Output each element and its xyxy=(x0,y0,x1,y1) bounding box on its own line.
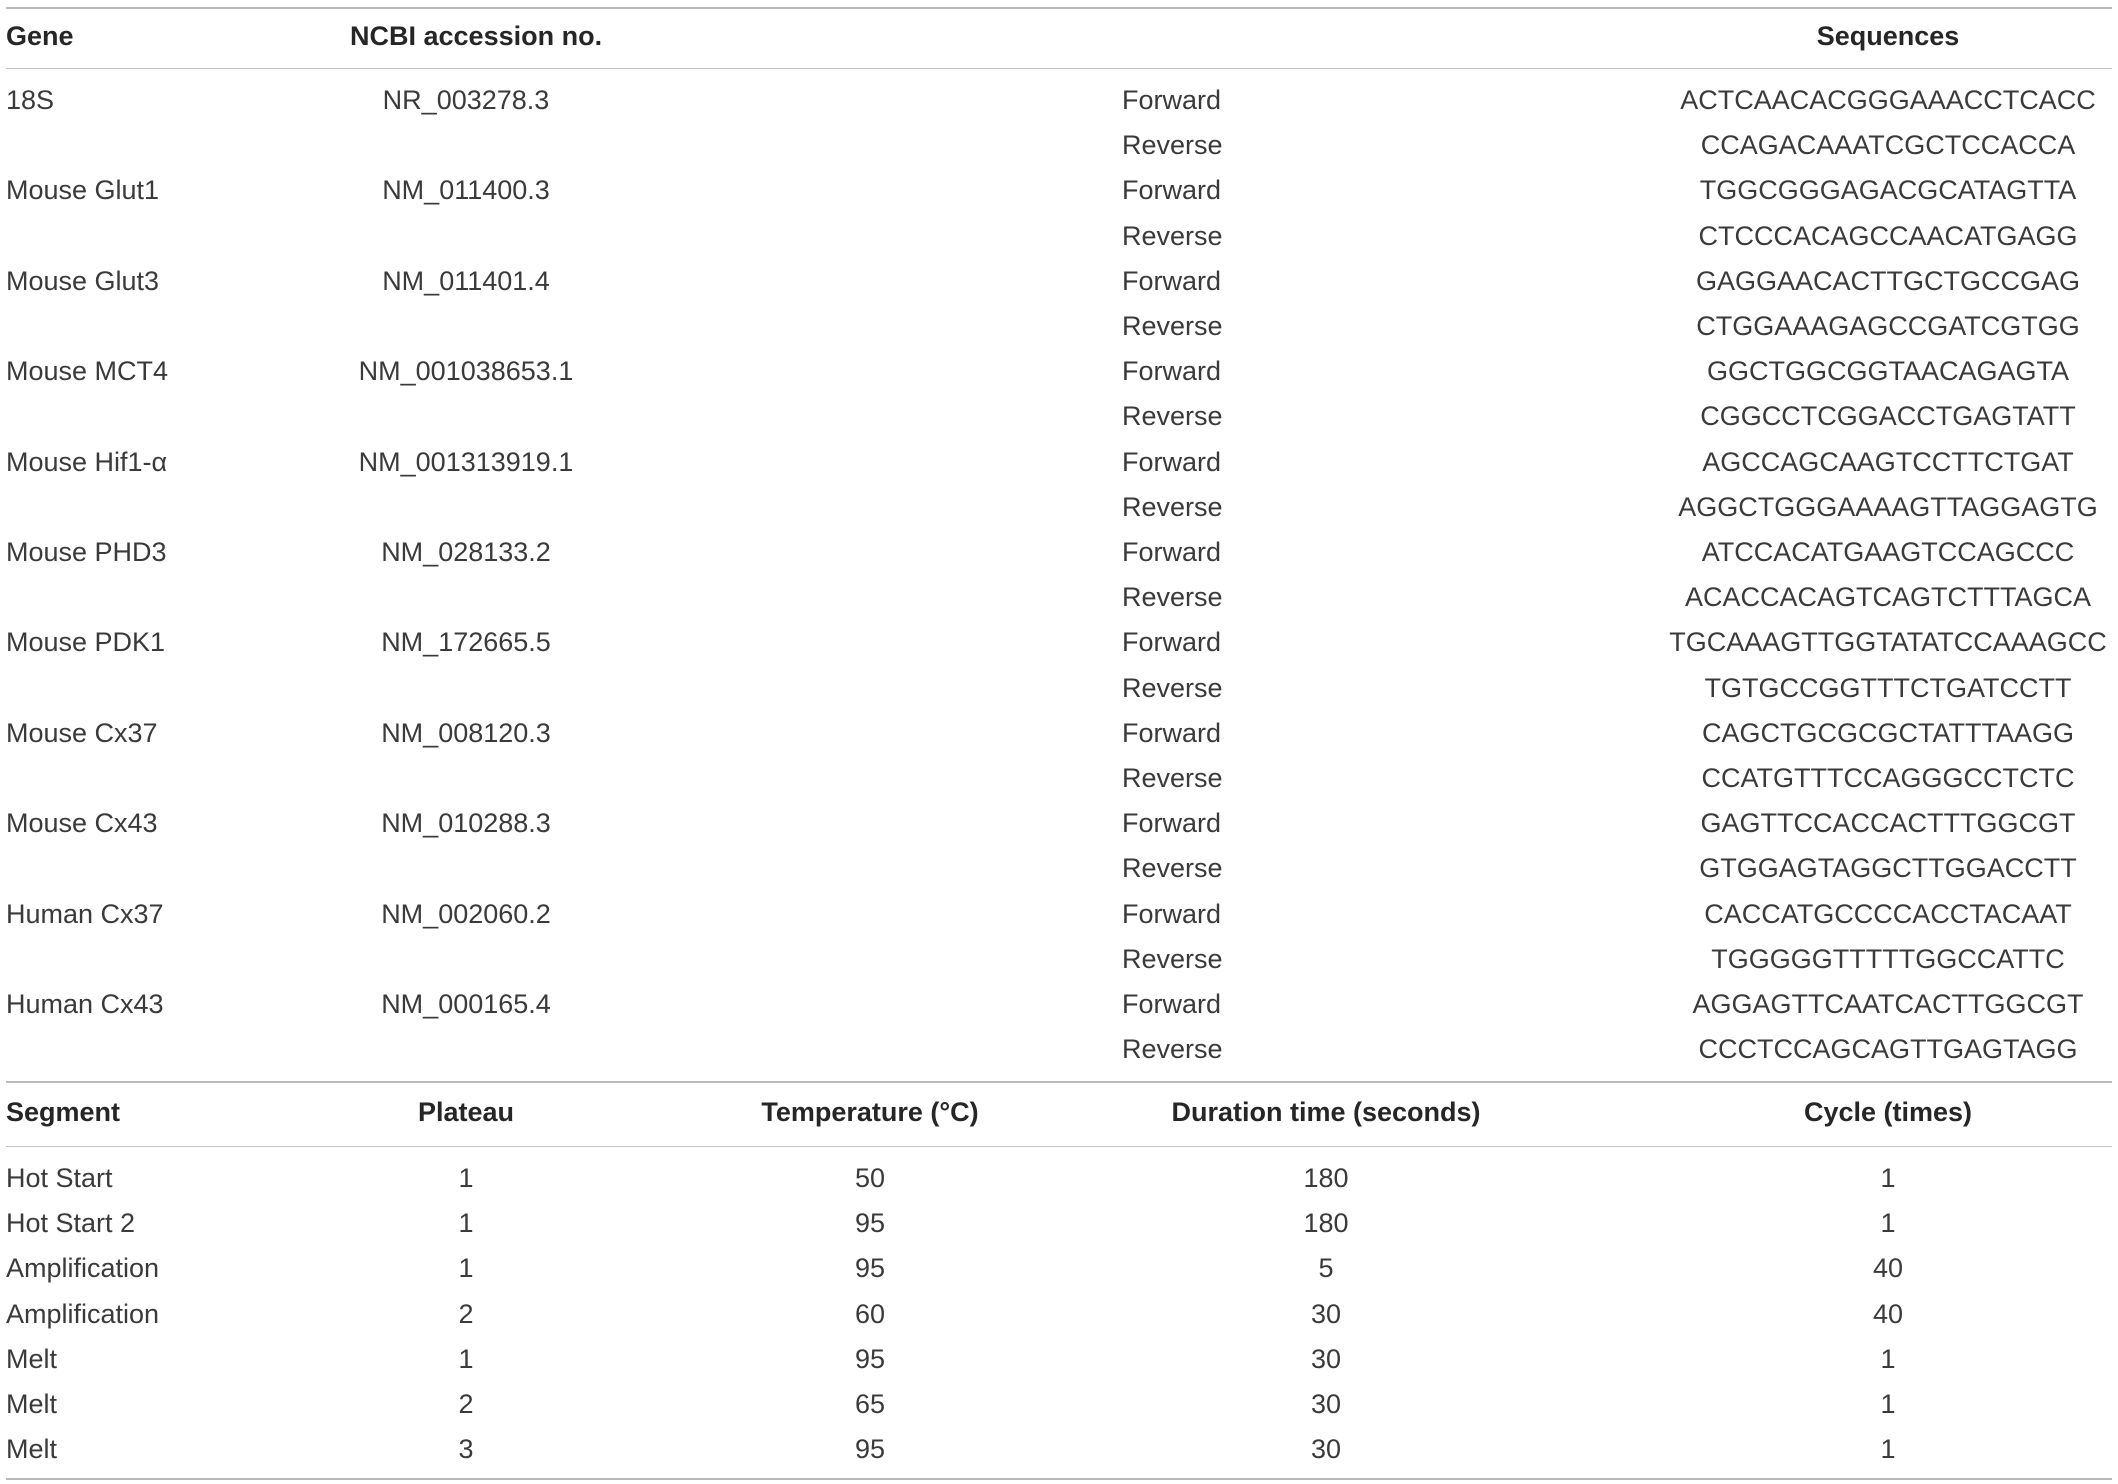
accession-cell: NR_003278.3 xyxy=(382,85,550,115)
table2-bottom-rule xyxy=(6,1478,2112,1480)
direction-cell: Reverse xyxy=(1122,311,1223,341)
gene-cell: Mouse Cx37 xyxy=(6,717,158,748)
direction-cell: Reverse xyxy=(1122,491,1223,522)
sequence-cell: CCATGTTTCCAGGGCCTCTC xyxy=(1701,763,2075,793)
sequence-cell: CCAGACAAATCGCTCCACCA xyxy=(1700,130,2076,161)
accession-cell: NM_001038653.1 xyxy=(358,356,574,387)
direction-cell: Forward xyxy=(1122,898,1222,929)
table-row xyxy=(0,485,2118,530)
sequence-cell: ACACCACAGTCAGTCTTTAGCA xyxy=(1684,582,2092,613)
table-row xyxy=(0,214,2118,259)
segment-cell: Amplification xyxy=(6,1253,160,1284)
accession-cell: NM_001313919.1 xyxy=(358,446,574,477)
sequence-cell: GTGGAGTAGGCTTGGACCTT xyxy=(1699,853,2077,884)
table-row xyxy=(0,440,2118,485)
accession-cell: NM_008120.3 xyxy=(381,717,551,748)
header-accession: NCBI accession no. xyxy=(350,21,603,51)
direction-cell: Reverse xyxy=(1122,220,1223,251)
table-row xyxy=(0,1246,2118,1291)
temperature-cell: 95 xyxy=(854,1253,886,1284)
sequence-cell: GAGGAACACTTGCTGCCGAG xyxy=(1695,265,2081,296)
accession-cell: NM_010288.3 xyxy=(381,808,551,839)
direction-cell: Forward xyxy=(1122,265,1222,296)
gene-cell: 18S xyxy=(6,85,55,115)
table1-top-rule xyxy=(6,7,2112,9)
table-row xyxy=(0,801,2118,846)
direction-cell: Forward xyxy=(1122,808,1222,839)
gene-cell: Mouse PHD3 xyxy=(6,537,167,567)
table-row xyxy=(0,394,2118,439)
accession-cell: NM_028133.2 xyxy=(381,537,551,567)
table-row xyxy=(0,892,2118,937)
gene-cell: Mouse Glut1 xyxy=(6,175,160,206)
table1-header-rule xyxy=(6,68,2112,69)
header-gene: Gene xyxy=(6,21,74,51)
segment-cell: Melt xyxy=(6,1389,58,1419)
plateau-cell: 2 xyxy=(458,1389,474,1419)
sequence-cell: AGCCAGCAAGTCCTTCTGAT xyxy=(1702,446,2074,477)
direction-cell: Forward xyxy=(1122,989,1222,1019)
duration-cell: 5 xyxy=(1318,1253,1334,1284)
gene-cell: Human Cx43 xyxy=(6,989,164,1019)
direction-cell: Reverse xyxy=(1122,582,1223,613)
segment-cell: Melt xyxy=(6,1343,58,1374)
table2-header-rule xyxy=(6,1146,2112,1147)
plateau-cell: 1 xyxy=(458,1343,474,1374)
table-row xyxy=(0,756,2118,801)
gene-cell: Mouse MCT4 xyxy=(6,356,169,387)
sequence-cell: AGGAGTTCAATCACTTGGCGT xyxy=(1692,989,2084,1019)
direction-cell: Reverse xyxy=(1122,943,1223,974)
cycle-cell: 40 xyxy=(1872,1298,1904,1329)
accession-cell: NM_011400.3 xyxy=(382,175,550,206)
table-row xyxy=(0,123,2118,168)
duration-cell: 30 xyxy=(1310,1389,1342,1419)
table-row xyxy=(0,982,2118,1027)
cycle-cell: 1 xyxy=(1880,1163,1896,1193)
sequence-cell: TGGCGGGAGACGCATAGTTA xyxy=(1699,175,2077,206)
direction-cell: Forward xyxy=(1122,356,1222,387)
table-row xyxy=(0,168,2118,213)
table-row xyxy=(0,78,2118,123)
header-segment: Segment xyxy=(6,1097,121,1127)
gene-cell: Mouse PDK1 xyxy=(6,627,166,658)
direction-cell: Reverse xyxy=(1122,672,1223,703)
sequence-cell: CCCTCCAGCAGTTGAGTAGG xyxy=(1698,1034,2078,1065)
table-row xyxy=(0,1292,2118,1337)
temperature-cell: 60 xyxy=(854,1298,886,1329)
sequence-cell: CTGGAAAGAGCCGATCGTGG xyxy=(1696,311,2080,341)
header-cycle: Cycle (times) xyxy=(1803,1097,1973,1127)
sequence-cell: CACCATGCCCCACCTACAAT xyxy=(1704,898,2072,929)
gene-cell: Mouse Glut3 xyxy=(6,265,160,296)
table2-top-rule xyxy=(6,1081,2112,1083)
table-row xyxy=(0,1337,2118,1382)
header-duration: Duration time (seconds) xyxy=(1171,1097,1481,1127)
direction-cell: Reverse xyxy=(1122,853,1223,884)
gene-cell: Mouse Hif1-α xyxy=(6,446,168,477)
sequence-cell: TGTGCCGGTTTCTGATCCTT xyxy=(1704,672,2072,703)
plateau-cell: 3 xyxy=(458,1434,474,1465)
header-plateau: Plateau xyxy=(417,1097,515,1127)
direction-cell: Forward xyxy=(1122,627,1222,658)
temperature-cell: 95 xyxy=(854,1343,886,1374)
accession-cell: NM_172665.5 xyxy=(381,627,551,658)
segment-cell: Amplification xyxy=(6,1298,160,1329)
duration-cell: 180 xyxy=(1303,1208,1349,1239)
plateau-cell: 2 xyxy=(458,1298,474,1329)
table-row xyxy=(0,304,2118,349)
segment-cell: Hot Start 2 xyxy=(6,1208,136,1239)
direction-cell: Reverse xyxy=(1122,763,1223,793)
sequence-cell: ATCCACATGAAGTCCAGCCC xyxy=(1701,537,2075,567)
table-row xyxy=(0,937,2118,982)
cycle-cell: 1 xyxy=(1880,1434,1896,1465)
direction-cell: Forward xyxy=(1122,85,1222,115)
table-row xyxy=(0,1382,2118,1427)
table-row xyxy=(0,259,2118,304)
temperature-cell: 95 xyxy=(854,1208,886,1239)
table2-header-row xyxy=(0,1090,2118,1135)
header-sequences: Sequences xyxy=(1816,21,1960,51)
table-row xyxy=(0,1201,2118,1246)
cycle-cell: 1 xyxy=(1880,1208,1896,1239)
accession-cell: NM_011401.4 xyxy=(382,265,550,296)
sequence-cell: TGGGGGTTTTTGGCCATTC xyxy=(1711,943,2065,974)
table1-header-row xyxy=(0,14,2118,59)
cycle-cell: 40 xyxy=(1872,1253,1904,1284)
direction-cell: Reverse xyxy=(1122,1034,1223,1065)
direction-cell: Forward xyxy=(1122,537,1222,567)
table-row xyxy=(0,620,2118,665)
sequence-cell: ACTCAACACGGGAAACCTCACC xyxy=(1680,85,2096,115)
duration-cell: 30 xyxy=(1310,1298,1342,1329)
duration-cell: 180 xyxy=(1303,1163,1349,1193)
cycle-cell: 1 xyxy=(1880,1389,1896,1419)
sequence-cell: GAGTTCCACCACTTTGGCGT xyxy=(1700,808,2076,839)
sequence-cell: CGGCCTCGGACCTGAGTATT xyxy=(1700,401,2076,432)
table-row xyxy=(0,846,2118,891)
direction-cell: Forward xyxy=(1122,717,1222,748)
plateau-cell: 1 xyxy=(458,1208,474,1239)
table-row xyxy=(0,1427,2118,1472)
table-row xyxy=(0,530,2118,575)
cycle-cell: 1 xyxy=(1880,1343,1896,1374)
sequence-cell: CAGCTGCGCGCTATTTAAGG xyxy=(1702,717,2074,748)
plateau-cell: 1 xyxy=(458,1163,474,1193)
gene-cell: Human Cx37 xyxy=(6,898,164,929)
direction-cell: Reverse xyxy=(1122,130,1223,161)
direction-cell: Reverse xyxy=(1122,401,1223,432)
gene-cell: Mouse Cx43 xyxy=(6,808,158,839)
header-temperature: Temperature (°C) xyxy=(761,1097,979,1127)
duration-cell: 30 xyxy=(1310,1343,1342,1374)
plateau-cell: 1 xyxy=(458,1253,474,1284)
segment-cell: Melt xyxy=(6,1434,58,1465)
sequence-cell: CTCCCACAGCCAACATGAGG xyxy=(1698,220,2078,251)
table-row xyxy=(0,575,2118,620)
sequence-cell: GGCTGGCGGTAACAGAGTA xyxy=(1706,356,2070,387)
accession-cell: NM_002060.2 xyxy=(381,898,551,929)
sequence-cell: TGCAAAGTTGGTATATCCAAAGCC xyxy=(1669,627,2107,658)
sequence-cell: AGGCTGGGAAAAGTTAGGAGTG xyxy=(1678,491,2098,522)
table-row xyxy=(0,666,2118,711)
direction-cell: Forward xyxy=(1122,175,1222,206)
table-row xyxy=(0,1027,2118,1072)
temperature-cell: 95 xyxy=(854,1434,886,1465)
table-row xyxy=(0,711,2118,756)
temperature-cell: 50 xyxy=(854,1163,886,1193)
table-row xyxy=(0,349,2118,394)
segment-cell: Hot Start xyxy=(6,1163,113,1193)
accession-cell: NM_000165.4 xyxy=(381,989,551,1019)
temperature-cell: 65 xyxy=(854,1389,886,1419)
duration-cell: 30 xyxy=(1310,1434,1342,1465)
table-row xyxy=(0,1156,2118,1201)
direction-cell: Forward xyxy=(1122,446,1222,477)
